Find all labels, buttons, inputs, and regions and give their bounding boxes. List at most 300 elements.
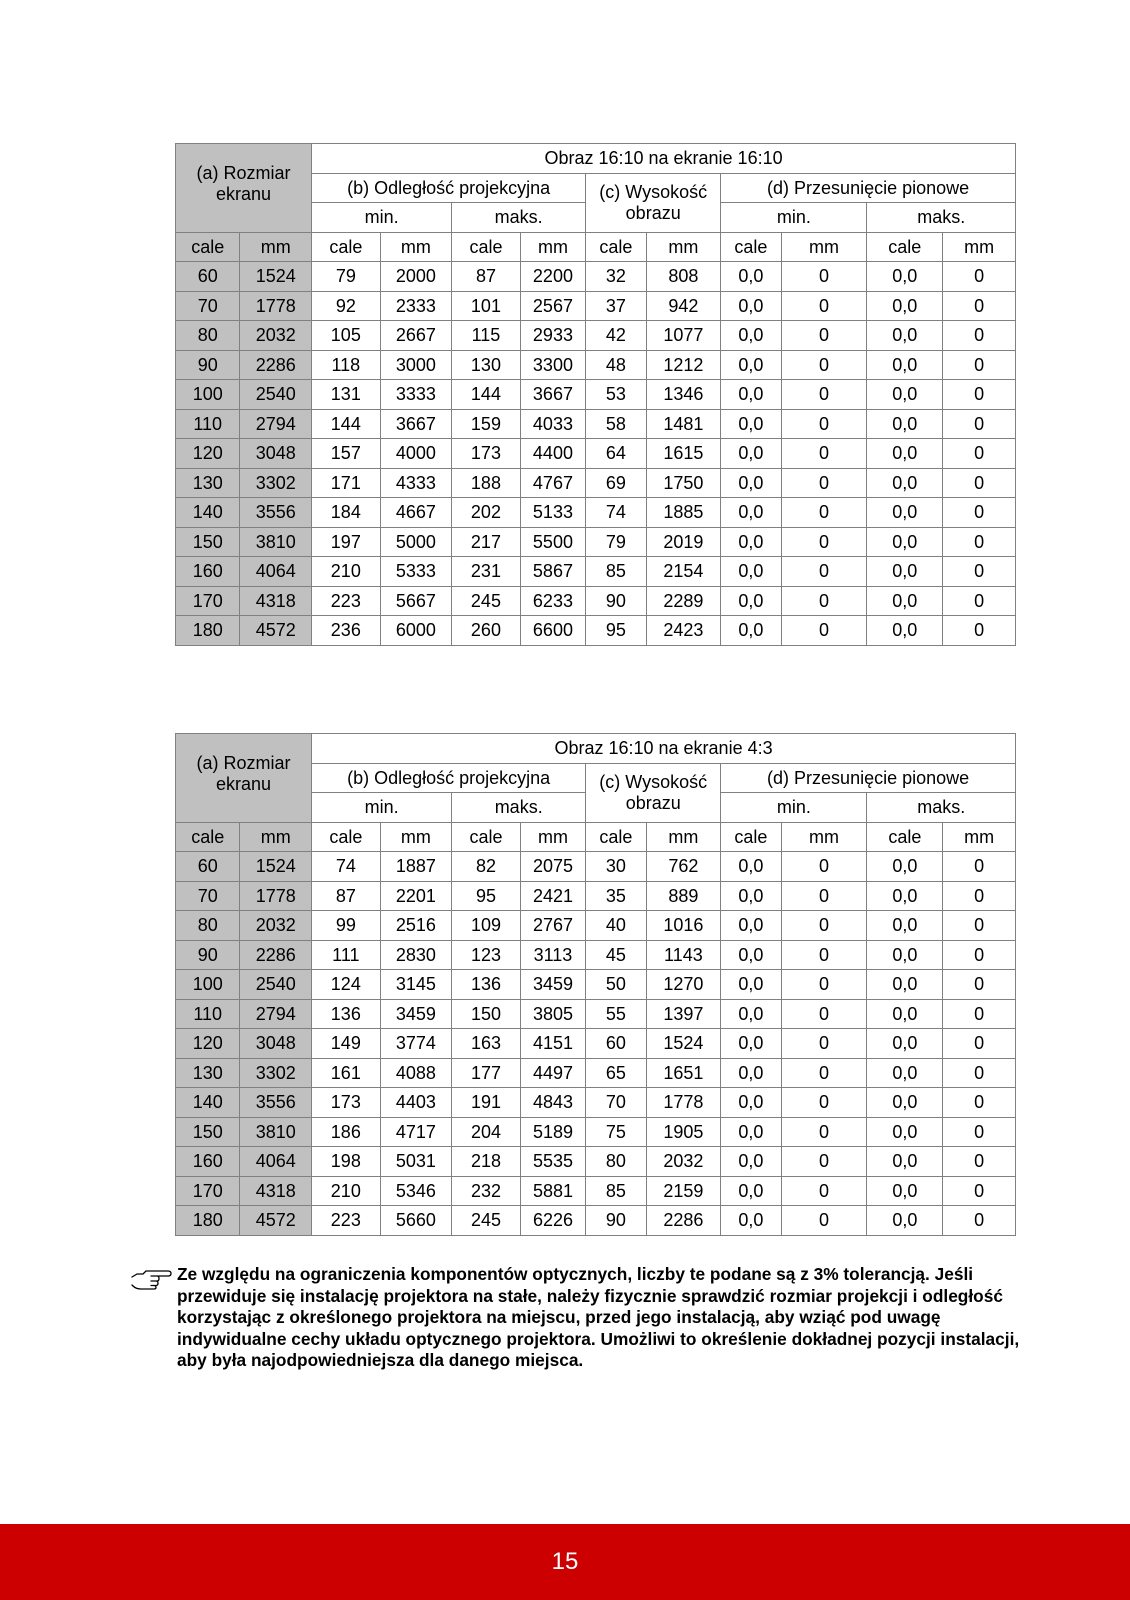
- value-cell: 65: [586, 1058, 646, 1088]
- value-cell: 245: [452, 1206, 521, 1236]
- value-cell: 0: [781, 557, 867, 587]
- min-label: min.: [312, 203, 452, 233]
- unit-mm: mm: [240, 232, 312, 262]
- value-cell: 42: [586, 321, 646, 351]
- value-cell: 0,0: [867, 970, 943, 1000]
- value-cell: 0,0: [721, 262, 781, 292]
- value-cell: 2286: [646, 1206, 721, 1236]
- table-row: [176, 409, 1016, 439]
- value-cell: 0: [943, 468, 1016, 498]
- value-cell: 223: [312, 586, 381, 616]
- screen-size-cell: 4064: [240, 1147, 312, 1177]
- value-cell: 150: [452, 999, 521, 1029]
- unit-inches: cale: [586, 232, 646, 262]
- value-cell: 4033: [520, 409, 585, 439]
- value-cell: 2075: [520, 852, 585, 882]
- value-cell: 0: [781, 616, 867, 646]
- value-cell: 2200: [520, 262, 585, 292]
- value-cell: 0: [781, 940, 867, 970]
- screen-size-cell: 120: [176, 1029, 240, 1059]
- screen-size-cell: 120: [176, 439, 240, 469]
- table-row: [176, 498, 1016, 528]
- screen-size-cell: 1778: [240, 881, 312, 911]
- value-cell: 0: [781, 291, 867, 321]
- value-cell: 0,0: [721, 557, 781, 587]
- value-cell: 3300: [520, 350, 585, 380]
- unit-mm: mm: [781, 822, 867, 852]
- value-cell: 3145: [380, 970, 452, 1000]
- value-cell: 0,0: [721, 1058, 781, 1088]
- value-cell: 4000: [380, 439, 452, 469]
- value-cell: 0,0: [867, 1088, 943, 1118]
- table-row: [176, 616, 1016, 646]
- screen-size-cell: 4064: [240, 557, 312, 587]
- value-cell: 161: [312, 1058, 381, 1088]
- value-cell: 1887: [380, 852, 452, 882]
- value-cell: 0,0: [721, 586, 781, 616]
- value-cell: 184: [312, 498, 381, 528]
- value-cell: 105: [312, 321, 381, 351]
- value-cell: 0: [943, 1206, 1016, 1236]
- value-cell: 157: [312, 439, 381, 469]
- value-cell: 0: [943, 291, 1016, 321]
- value-cell: 2019: [646, 527, 721, 557]
- unit-mm: mm: [380, 822, 452, 852]
- value-cell: 2032: [646, 1147, 721, 1177]
- value-cell: 3805: [520, 999, 585, 1029]
- value-cell: 2201: [380, 881, 452, 911]
- unit-inches: cale: [721, 822, 781, 852]
- table-title: Obraz 16:10 na ekranie 16:10: [312, 144, 1016, 174]
- projection-distance-header: (b) Odległość projekcyjna: [312, 173, 586, 203]
- unit-inches: cale: [867, 822, 943, 852]
- value-cell: 1077: [646, 321, 721, 351]
- value-cell: 85: [586, 1176, 646, 1206]
- value-cell: 0,0: [867, 616, 943, 646]
- value-cell: 37: [586, 291, 646, 321]
- value-cell: 188: [452, 468, 521, 498]
- value-cell: 99: [312, 911, 381, 941]
- value-cell: 115: [452, 321, 521, 351]
- value-cell: 1885: [646, 498, 721, 528]
- value-cell: 4843: [520, 1088, 585, 1118]
- pointing-hand-icon: [130, 1268, 172, 1290]
- value-cell: 204: [452, 1117, 521, 1147]
- value-cell: 0: [943, 321, 1016, 351]
- projection-table-4-3-screen: [175, 733, 1016, 1236]
- screen-size-cell: 150: [176, 527, 240, 557]
- screen-size-cell: 2032: [240, 321, 312, 351]
- value-cell: 4667: [380, 498, 452, 528]
- value-cell: 2423: [646, 616, 721, 646]
- value-cell: 1524: [646, 1029, 721, 1059]
- value-cell: 5000: [380, 527, 452, 557]
- unit-inches: cale: [867, 232, 943, 262]
- value-cell: 92: [312, 291, 381, 321]
- table-row: [176, 321, 1016, 351]
- value-cell: 218: [452, 1147, 521, 1177]
- value-cell: 4333: [380, 468, 452, 498]
- unit-inches: cale: [312, 822, 381, 852]
- value-cell: 889: [646, 881, 721, 911]
- unit-mm: mm: [240, 822, 312, 852]
- value-cell: 0: [781, 881, 867, 911]
- value-cell: 5660: [380, 1206, 452, 1236]
- value-cell: 85: [586, 557, 646, 587]
- value-cell: 1143: [646, 940, 721, 970]
- value-cell: 0,0: [867, 1058, 943, 1088]
- unit-inches: cale: [586, 822, 646, 852]
- value-cell: 0,0: [721, 852, 781, 882]
- value-cell: 0: [781, 999, 867, 1029]
- table-row: [176, 291, 1016, 321]
- unit-mm: mm: [781, 232, 867, 262]
- value-cell: 0,0: [867, 1147, 943, 1177]
- value-cell: 30: [586, 852, 646, 882]
- value-cell: 5346: [380, 1176, 452, 1206]
- screen-size-cell: 80: [176, 321, 240, 351]
- value-cell: 2289: [646, 586, 721, 616]
- value-cell: 1212: [646, 350, 721, 380]
- value-cell: 1615: [646, 439, 721, 469]
- max-label: maks.: [867, 793, 1016, 823]
- value-cell: 0,0: [721, 468, 781, 498]
- value-cell: 0: [781, 911, 867, 941]
- value-cell: 53: [586, 380, 646, 410]
- value-cell: 186: [312, 1117, 381, 1147]
- value-cell: 0,0: [867, 557, 943, 587]
- value-cell: 1651: [646, 1058, 721, 1088]
- unit-inches: cale: [176, 232, 240, 262]
- value-cell: 159: [452, 409, 521, 439]
- value-cell: 69: [586, 468, 646, 498]
- value-cell: 79: [312, 262, 381, 292]
- table-row: [176, 970, 1016, 1000]
- table-row: [176, 911, 1016, 941]
- screen-size-cell: 100: [176, 970, 240, 1000]
- value-cell: 95: [586, 616, 646, 646]
- unit-inches: cale: [176, 822, 240, 852]
- value-cell: 48: [586, 350, 646, 380]
- value-cell: 0,0: [867, 911, 943, 941]
- value-cell: 0: [943, 999, 1016, 1029]
- value-cell: 6233: [520, 586, 585, 616]
- value-cell: 0: [781, 498, 867, 528]
- units-row: [176, 232, 1016, 262]
- value-cell: 60: [586, 1029, 646, 1059]
- value-cell: 0,0: [721, 1088, 781, 1118]
- units-row: [176, 822, 1016, 852]
- value-cell: 70: [586, 1088, 646, 1118]
- screen-size-cell: 130: [176, 1058, 240, 1088]
- value-cell: 0,0: [867, 881, 943, 911]
- value-cell: 118: [312, 350, 381, 380]
- value-cell: 131: [312, 380, 381, 410]
- value-cell: 0: [781, 439, 867, 469]
- max-label: maks.: [452, 203, 586, 233]
- value-cell: 3459: [380, 999, 452, 1029]
- screen-size-cell: 4572: [240, 616, 312, 646]
- table-row: [176, 557, 1016, 587]
- screen-size-cell: 180: [176, 1206, 240, 1236]
- screen-size-cell: 60: [176, 262, 240, 292]
- min-label: min.: [721, 203, 867, 233]
- screen-size-cell: 1524: [240, 262, 312, 292]
- screen-size-cell: 2794: [240, 409, 312, 439]
- screen-size-cell: 90: [176, 350, 240, 380]
- value-cell: 0: [943, 1147, 1016, 1177]
- value-cell: 87: [452, 262, 521, 292]
- value-cell: 2000: [380, 262, 452, 292]
- screen-size-cell: 2286: [240, 940, 312, 970]
- value-cell: 124: [312, 970, 381, 1000]
- screen-size-cell: 140: [176, 498, 240, 528]
- value-cell: 136: [452, 970, 521, 1000]
- value-cell: 0,0: [867, 439, 943, 469]
- value-cell: 144: [452, 380, 521, 410]
- value-cell: 0: [943, 911, 1016, 941]
- screen-size-cell: 2032: [240, 911, 312, 941]
- value-cell: 163: [452, 1029, 521, 1059]
- value-cell: 0: [943, 852, 1016, 882]
- table-row: [176, 439, 1016, 469]
- value-cell: 0,0: [867, 1029, 943, 1059]
- screen-size-cell: 3048: [240, 1029, 312, 1059]
- value-cell: 0,0: [867, 1206, 943, 1236]
- screen-size-cell: 2540: [240, 970, 312, 1000]
- value-cell: 0: [781, 468, 867, 498]
- value-cell: 232: [452, 1176, 521, 1206]
- value-cell: 4088: [380, 1058, 452, 1088]
- value-cell: 0,0: [721, 350, 781, 380]
- image-height-header: (c) Wysokość obrazu: [586, 173, 721, 232]
- value-cell: 87: [312, 881, 381, 911]
- value-cell: 0,0: [867, 498, 943, 528]
- screen-size-cell: 110: [176, 409, 240, 439]
- screen-size-cell: 1524: [240, 852, 312, 882]
- table-row: [176, 468, 1016, 498]
- value-cell: 0,0: [867, 409, 943, 439]
- value-cell: 0: [781, 852, 867, 882]
- value-cell: 0: [943, 1088, 1016, 1118]
- value-cell: 90: [586, 586, 646, 616]
- value-cell: 177: [452, 1058, 521, 1088]
- screen-size-cell: 110: [176, 999, 240, 1029]
- screen-size-cell: 2540: [240, 380, 312, 410]
- value-cell: 0,0: [867, 940, 943, 970]
- value-cell: 3459: [520, 970, 585, 1000]
- value-cell: 0,0: [721, 940, 781, 970]
- value-cell: 173: [452, 439, 521, 469]
- value-cell: 5535: [520, 1147, 585, 1177]
- value-cell: 35: [586, 881, 646, 911]
- screen-size-cell: 160: [176, 1147, 240, 1177]
- value-cell: 2830: [380, 940, 452, 970]
- unit-mm: mm: [520, 822, 585, 852]
- value-cell: 173: [312, 1088, 381, 1118]
- screen-size-cell: 160: [176, 557, 240, 587]
- value-cell: 0,0: [721, 881, 781, 911]
- value-cell: 0: [781, 1147, 867, 1177]
- value-cell: 210: [312, 557, 381, 587]
- value-cell: 202: [452, 498, 521, 528]
- value-cell: 0: [943, 1058, 1016, 1088]
- value-cell: 0: [943, 970, 1016, 1000]
- value-cell: 0,0: [867, 321, 943, 351]
- value-cell: 4767: [520, 468, 585, 498]
- table-row: [176, 1088, 1016, 1118]
- value-cell: 0,0: [867, 291, 943, 321]
- value-cell: 0,0: [721, 616, 781, 646]
- value-cell: 0: [781, 350, 867, 380]
- value-cell: 5189: [520, 1117, 585, 1147]
- value-cell: 0: [781, 970, 867, 1000]
- table-row: [176, 380, 1016, 410]
- value-cell: 5881: [520, 1176, 585, 1206]
- value-cell: 3000: [380, 350, 452, 380]
- value-cell: 136: [312, 999, 381, 1029]
- value-cell: 3333: [380, 380, 452, 410]
- unit-mm: mm: [380, 232, 452, 262]
- value-cell: 0,0: [721, 1206, 781, 1236]
- page-footer: [0, 1524, 1130, 1600]
- value-cell: 2154: [646, 557, 721, 587]
- value-cell: 0: [943, 439, 1016, 469]
- value-cell: 3774: [380, 1029, 452, 1059]
- value-cell: 2159: [646, 1176, 721, 1206]
- value-cell: 0,0: [721, 1029, 781, 1059]
- value-cell: 0: [943, 409, 1016, 439]
- value-cell: 0,0: [867, 527, 943, 557]
- value-cell: 3667: [380, 409, 452, 439]
- tolerance-note: [130, 1264, 1020, 1372]
- value-cell: 6000: [380, 616, 452, 646]
- value-cell: 0: [943, 1117, 1016, 1147]
- unit-inches: cale: [312, 232, 381, 262]
- value-cell: 0: [781, 380, 867, 410]
- table-row: [176, 1029, 1016, 1059]
- table-row: [176, 881, 1016, 911]
- value-cell: 0,0: [721, 498, 781, 528]
- screen-size-cell: 3302: [240, 468, 312, 498]
- unit-inches: cale: [721, 232, 781, 262]
- value-cell: 2333: [380, 291, 452, 321]
- unit-mm: mm: [943, 822, 1016, 852]
- value-cell: 2516: [380, 911, 452, 941]
- value-cell: 0,0: [721, 527, 781, 557]
- value-cell: 0: [781, 321, 867, 351]
- value-cell: 2567: [520, 291, 585, 321]
- value-cell: 4717: [380, 1117, 452, 1147]
- unit-inches: cale: [452, 822, 521, 852]
- value-cell: 50: [586, 970, 646, 1000]
- value-cell: 191: [452, 1088, 521, 1118]
- table-row: [176, 262, 1016, 292]
- value-cell: 171: [312, 468, 381, 498]
- value-cell: 4403: [380, 1088, 452, 1118]
- table-row: [176, 1176, 1016, 1206]
- value-cell: 260: [452, 616, 521, 646]
- screen-size-cell: 60: [176, 852, 240, 882]
- screen-size-cell: 4318: [240, 1176, 312, 1206]
- value-cell: 3667: [520, 380, 585, 410]
- vertical-offset-header: (d) Przesunięcie pionowe: [721, 763, 1016, 793]
- value-cell: 0,0: [867, 380, 943, 410]
- table-row: [176, 940, 1016, 970]
- value-cell: 1270: [646, 970, 721, 1000]
- value-cell: 0,0: [721, 1117, 781, 1147]
- table-row: [176, 527, 1016, 557]
- value-cell: 0: [781, 262, 867, 292]
- screen-size-cell: 70: [176, 291, 240, 321]
- screen-size-cell: 150: [176, 1117, 240, 1147]
- screen-size-cell: 130: [176, 468, 240, 498]
- value-cell: 5031: [380, 1147, 452, 1177]
- value-cell: 149: [312, 1029, 381, 1059]
- table-row: [176, 1206, 1016, 1236]
- unit-mm: mm: [646, 822, 721, 852]
- table-title: Obraz 16:10 na ekranie 4:3: [312, 734, 1016, 764]
- screen-size-cell: 1778: [240, 291, 312, 321]
- unit-mm: mm: [943, 232, 1016, 262]
- min-label: min.: [312, 793, 452, 823]
- value-cell: 0: [781, 1029, 867, 1059]
- screen-size-cell: 100: [176, 380, 240, 410]
- value-cell: 197: [312, 527, 381, 557]
- note-text: Ze względu na ograniczenia komponentów optycznych, liczby te podane są z 3% tolerancją. Jeśli przewiduje się instalację projektora na stałe, należy fizycznie sprawdzić rozmiar projekcji i odległość korzystając z określonego projektora na miejscu, przed jego instalacją, aby wziąć pod uwagę indywidualne cechy układu optycznego projektora. Umożliwi to określenie dokładnej pozycji instalacji, aby była najodpowiedniejsza dla danego miejsca.: [177, 1264, 1020, 1370]
- value-cell: 55: [586, 999, 646, 1029]
- value-cell: 144: [312, 409, 381, 439]
- screen-size-cell: 170: [176, 1176, 240, 1206]
- value-cell: 210: [312, 1176, 381, 1206]
- value-cell: 2667: [380, 321, 452, 351]
- value-cell: 0: [943, 616, 1016, 646]
- table-row: [176, 350, 1016, 380]
- value-cell: 32: [586, 262, 646, 292]
- value-cell: 0,0: [721, 439, 781, 469]
- value-cell: 5133: [520, 498, 585, 528]
- value-cell: 0,0: [721, 970, 781, 1000]
- value-cell: 942: [646, 291, 721, 321]
- value-cell: 223: [312, 1206, 381, 1236]
- screen-size-cell: 4572: [240, 1206, 312, 1236]
- header-row: [176, 734, 1016, 764]
- value-cell: 0,0: [721, 321, 781, 351]
- value-cell: 0: [943, 940, 1016, 970]
- value-cell: 45: [586, 940, 646, 970]
- unit-mm: mm: [646, 232, 721, 262]
- value-cell: 130: [452, 350, 521, 380]
- image-height-header: (c) Wysokość obrazu: [586, 763, 721, 822]
- value-cell: 111: [312, 940, 381, 970]
- value-cell: 0: [781, 409, 867, 439]
- min-label: min.: [721, 793, 867, 823]
- screen-size-cell: 3556: [240, 498, 312, 528]
- value-cell: 2421: [520, 881, 585, 911]
- value-cell: 0: [943, 527, 1016, 557]
- value-cell: 58: [586, 409, 646, 439]
- value-cell: 762: [646, 852, 721, 882]
- value-cell: 1905: [646, 1117, 721, 1147]
- screen-size-cell: 90: [176, 940, 240, 970]
- value-cell: 245: [452, 586, 521, 616]
- value-cell: 4497: [520, 1058, 585, 1088]
- value-cell: 1346: [646, 380, 721, 410]
- value-cell: 0,0: [721, 291, 781, 321]
- value-cell: 0,0: [721, 1147, 781, 1177]
- value-cell: 1481: [646, 409, 721, 439]
- value-cell: 5667: [380, 586, 452, 616]
